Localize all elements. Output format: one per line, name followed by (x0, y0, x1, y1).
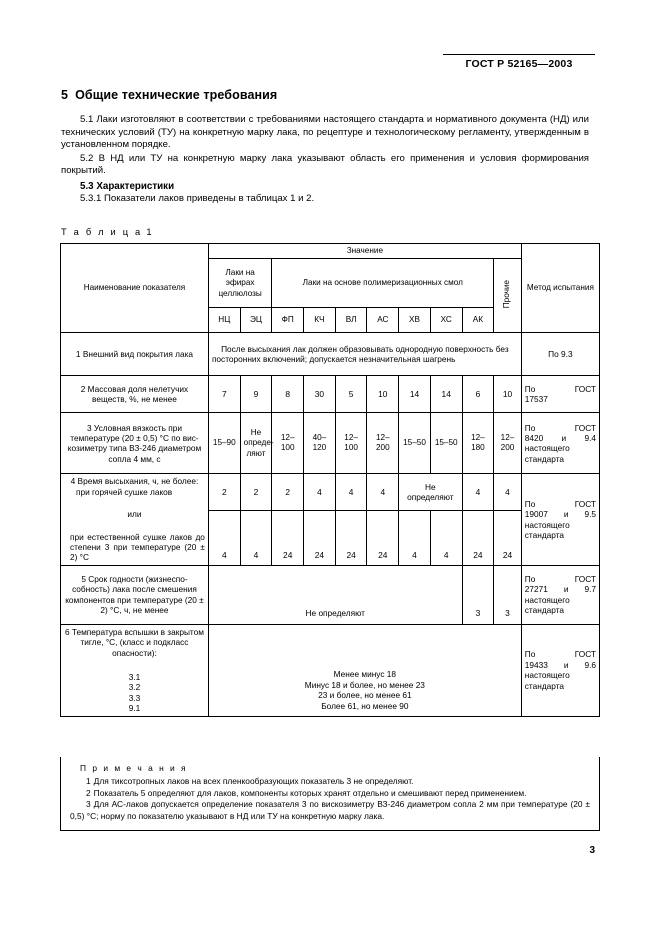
row-flashpoint-method: По ГОСТ 19433 и 9.6 настоящего стандарта (521, 624, 599, 716)
table-row (61, 474, 600, 510)
header-rule (443, 54, 595, 55)
row-viscosity-value-fp: 12–100 (272, 413, 304, 474)
row-shelflife-method: По ГОСТ 27271 и 9.7 настоящего стандарта (521, 565, 599, 624)
table-row (61, 376, 600, 413)
header-cell-brand-as: АС (367, 308, 399, 333)
header-cell-polymer-group: Лаки на основе полимеризационных смол (272, 259, 494, 308)
row-appearance-method: По 9.3 (521, 333, 599, 376)
row-drying-hot-not-determined: Не определяют (399, 474, 462, 510)
row-viscosity-value-ak: 12–180 (462, 413, 494, 474)
header-cell-value-group: Значение (208, 244, 521, 259)
row-shelflife-name: 5 Срок годности (жизнеспособность) лака после смешения компонентов при температуре (20 ± 2) °С, ч, не менее (61, 565, 209, 624)
row-viscosity-value-as: 12–200 (367, 413, 399, 474)
row-shelflife-value-other: 3 (494, 565, 522, 624)
row-drying-name: 4 Время высыхания, ч, не более: при горячей сушке лаков или при естественной сушке лаков до степени 3 при температуре (20 ± 2) °С (61, 474, 209, 565)
flashpoint-value-3-2: Минус 18 и более, но менее 23 (304, 679, 425, 690)
table-row (61, 333, 600, 376)
row-nonvolatile-value-other: 10 (494, 376, 522, 413)
table-row (61, 565, 600, 624)
row-drying-natural-kch: 24 (304, 510, 336, 565)
row-drying-natural-hs: 4 (430, 510, 462, 565)
row-drying-natural-hv: 4 (399, 510, 431, 565)
row-flashpoint-name: 6 Температура вспышки в закрытом тигле, °С, (класс и подкласс опасности): 3.1 3.2 3.3 9.1 (61, 624, 209, 716)
row-nonvolatile-value-fp: 8 (272, 376, 304, 413)
flashpoint-value-9-1: Более 61, но менее 90 (321, 700, 409, 711)
table-row (61, 413, 600, 474)
row-viscosity-value-nc: 15–90 (208, 413, 240, 474)
row-nonvolatile-value-ec: 9 (240, 376, 272, 413)
row-nonvolatile-name: 2 Массовая доля нелетучих веществ, %, не менее (61, 376, 209, 413)
row-viscosity-name: 3 Условная вязкость при температуре (20 ± 0,5) °С по вискозиметру типа ВЗ-246 диаметром сопла 4 мм, с (61, 413, 209, 474)
paragraph-5-2: 5.2 В НД или ТУ на конкретную марку лака указывают область его применения и условия формирования покрытий. (61, 152, 589, 177)
row-drying-natural-ec: 4 (240, 510, 272, 565)
table-row (61, 624, 600, 716)
row-nonvolatile-value-nc: 7 (208, 376, 240, 413)
header-cell-brand-vl: ВЛ (335, 308, 367, 333)
page-number: 3 (589, 845, 595, 856)
header-cell-test-method: Метод испытания (521, 244, 599, 333)
header-cell-other: Прочие (494, 259, 522, 333)
table-caption-label: Т а б л и ц а (61, 227, 143, 237)
paragraph-5-3-1: 5.3.1 Показатели лаков приведены в таблицах 1 и 2. (80, 192, 315, 204)
requirements-table (60, 243, 600, 717)
note-item: 3 Для АС-лаков допускается определение показателя 3 по вискозиметру ВЗ-246 диаметром сопла 2 мм при температуре (20 ± 0,5) °С; норму по показателю указывают в НД или ТУ на конкретную марку лака. (70, 799, 590, 821)
row-drying-natural-other: 24 (494, 510, 522, 565)
row-nonvolatile-value-hv: 14 (399, 376, 431, 413)
header-cell-brand-hs: ХС (430, 308, 462, 333)
subsection-heading-5-3: 5.3 Характеристики (80, 180, 175, 192)
row-drying-natural-ak: 24 (462, 510, 494, 565)
body-content (61, 88, 589, 206)
row-drying-hot-kch: 4 (304, 474, 336, 510)
section-title: Общие технические требования (75, 88, 278, 102)
header-cell-indicator-name: Наименование показателя (61, 244, 209, 333)
note-item: 2 Показатель 5 определяют для лаков, компоненты которых хранят отдельно и смешивают перед применением. (86, 787, 527, 798)
section-heading (61, 88, 589, 102)
notes-title: П р и м е ч а н и я (80, 763, 188, 773)
row-viscosity-value-hs: 15–50 (430, 413, 462, 474)
row-viscosity-value-hv: 15–50 (399, 413, 431, 474)
row-nonvolatile-value-as: 10 (367, 376, 399, 413)
table-caption-number: 1 (146, 227, 152, 237)
row-viscosity-value-kch: 40–120 (304, 413, 336, 474)
row-shelflife-value-ak: 3 (462, 565, 494, 624)
row-drying-hot-other: 4 (494, 474, 522, 510)
table-caption (61, 227, 152, 237)
header-cell-brand-ak: АК (462, 308, 494, 333)
row-nonvolatile-method: По ГОСТ 17537 (521, 376, 599, 413)
row-drying-natural-nc: 4 (208, 510, 240, 565)
row-viscosity-value-other: 12–200 (494, 413, 522, 474)
flashpoint-value-3-1: Менее минус 18 (333, 669, 397, 680)
row-drying-natural-vl: 24 (335, 510, 367, 565)
header-cell-brand-nc: НЦ (208, 308, 240, 333)
row-nonvolatile-value-ak: 6 (462, 376, 494, 413)
note-item: 1 Для тиксотропных лаков на всех пленкообразующих показатель 3 не определяют. (86, 776, 414, 787)
row-drying-hot-nc: 2 (208, 474, 240, 510)
table-notes (60, 757, 600, 831)
row-flashpoint-values (208, 624, 521, 716)
row-nonvolatile-value-hs: 14 (430, 376, 462, 413)
row-drying-hot-fp: 2 (272, 474, 304, 510)
header-cell-cellulose-group: Лаки на эфирах целлюлозы (208, 259, 271, 308)
paragraph-5-1: 5.1 Лаки изготовляют в соответствии с требованиями настоящего стандарта и нормативного документа (НД) или технических условий (ТУ) на конкретную марку лака, по рецептуре и технологическому регламенту, утвержденным в установленном порядке. (61, 114, 589, 151)
header-cell-brand-fp: ФП (272, 308, 304, 333)
flashpoint-value-3-3: 23 и более, но менее 61 (318, 690, 412, 701)
row-nonvolatile-value-kch: 30 (304, 376, 336, 413)
header-cell-brand-kch: КЧ (304, 308, 336, 333)
row-appearance-value: После высыхания лак должен образовывать однородную поверхность без посторонних включений; допускается незначительная шагрень (208, 333, 521, 376)
row-drying-hot-ak: 4 (462, 474, 494, 510)
document-header-standard-id: ГОСТ Р 52165—2003 (465, 58, 573, 70)
header-cell-brand-hv: ХВ (399, 308, 431, 333)
row-viscosity-value-vl: 12–100 (335, 413, 367, 474)
row-viscosity-method: По ГОСТ 8420 и 9.4 настоящего стандарта (521, 413, 599, 474)
row-drying-natural-fp: 24 (272, 510, 304, 565)
row-drying-hot-ec: 2 (240, 474, 272, 510)
section-number: 5 (61, 88, 69, 102)
row-nonvolatile-value-vl: 5 (335, 376, 367, 413)
row-drying-natural-as: 24 (367, 510, 399, 565)
row-drying-method: По ГОСТ 19007 и 9.5 настоящего стандарта (521, 474, 599, 565)
row-viscosity-value-ec: Не определяют (240, 413, 272, 474)
header-cell-brand-ec: ЭЦ (240, 308, 272, 333)
row-drying-hot-vl: 4 (335, 474, 367, 510)
row-drying-hot-as: 4 (367, 474, 399, 510)
row-appearance-name: 1 Внешний вид покрытия лака (61, 333, 209, 376)
table-header-row-1 (61, 244, 600, 259)
row-shelflife-not-determined: Не определяют (208, 565, 462, 624)
